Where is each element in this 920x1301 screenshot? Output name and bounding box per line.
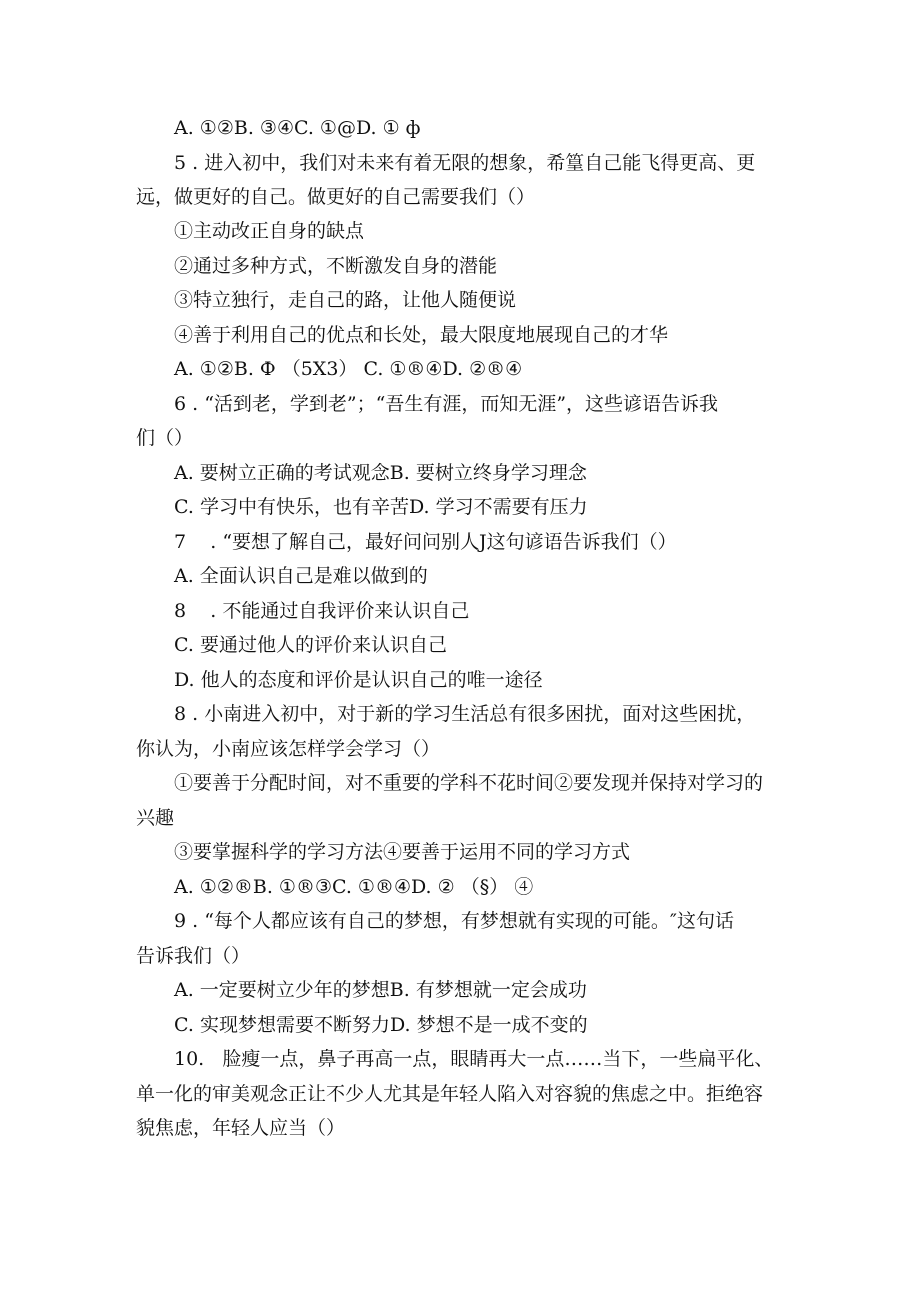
q5-stem: 5 . 进入初中，我们对未来有着无限的想象，希篁自己能飞得更高、更 (174, 152, 756, 174)
q8-statements-12-cont: 兴趣 (136, 807, 175, 829)
q5-options: A. ①②B. Ф （5X3） C. ①®④D. ②®④ (174, 358, 523, 380)
q8-stem: 8 . 小南进入初中，对于新的学习生活总有很多困扰，面对这些困扰， (174, 703, 756, 725)
q8-statements-34: ③要掌握科学的学习方法④要善于运用不同的学习方式 (174, 841, 631, 863)
q7-option-a: A. 全面认识自己是难以做到的 (174, 565, 428, 587)
q7-option-b: 8 . 不能通过自我评价来认识自己 (174, 600, 470, 622)
q5-statement-2: ②通过多种方式，不断激发自身的潜能 (174, 255, 498, 277)
q9-options-ab: A. 一定要树立少年的梦想B. 有梦想就一定会成功 (174, 979, 587, 1001)
q9-options-cd: C. 实现梦想需要不断努力D. 梦想不是一成不变的 (174, 1014, 588, 1036)
q7-stem: 7 . “要想了解自己，最好问问别人J这句谚语告诉我们（） (174, 531, 677, 553)
q8-options: A. ①②®B. ①®③C. ①®④D. ② （§） ④ (174, 876, 534, 898)
q8-statements-12: ①要善于分配时间，对不重要的学科不花时间②要发现并保持对学习的 (174, 772, 764, 794)
q10-stem: 10. 脸瘦一点，鼻子再高一点，眼睛再大一点……当下，一些扁平化、 (174, 1048, 774, 1070)
q6-stem-cont: 们（） (136, 427, 194, 449)
q7-option-c: C. 要通过他人的评价来认识自己 (174, 634, 447, 656)
q6-stem: 6 . “活到老，学到老”；“吾生有涯，而知无涯”，这些谚语告诉我 (174, 393, 719, 415)
q5-statement-4: ④善于利用自己的优点和长处，最大限度地展现自己的才华 (174, 324, 669, 346)
q9-stem-cont: 告诉我们（） (136, 945, 251, 967)
q5-statement-1: ①主动改正自身的缺点 (174, 220, 365, 242)
q5-stem-cont: 远，做更好的自己。做更好的自己需要我们（） (136, 186, 536, 208)
q6-options-cd: C. 学习中有快乐，也有辛苦D. 学习不需要有压力 (174, 496, 588, 518)
q4-options: A. ①②B. ③④C. ①@D. ① ф (174, 117, 421, 139)
q5-statement-3: ③特立独行，走自己的路，让他人随便说 (174, 289, 517, 311)
q10-stem-cont-2: 貌焦虑，年轻人应当（） (136, 1117, 346, 1139)
q7-option-d: D. 他人的态度和评价是认识自己的唯一途径 (174, 669, 543, 691)
q6-options-ab: A. 要树立正确的考试观念B. 要树立终身学习理念 (174, 462, 587, 484)
q8-stem-cont: 你认为，小南应该怎样学会学习（） (136, 738, 441, 760)
q9-stem: 9 . “每个人都应该有自己的梦想，有梦想就有实现的可能。″这句话 (174, 910, 735, 932)
q10-stem-cont-1: 单一化的审美观念正让不少人尤其是年轻人陷入对容貌的焦虑之中。拒绝容 (136, 1083, 764, 1105)
